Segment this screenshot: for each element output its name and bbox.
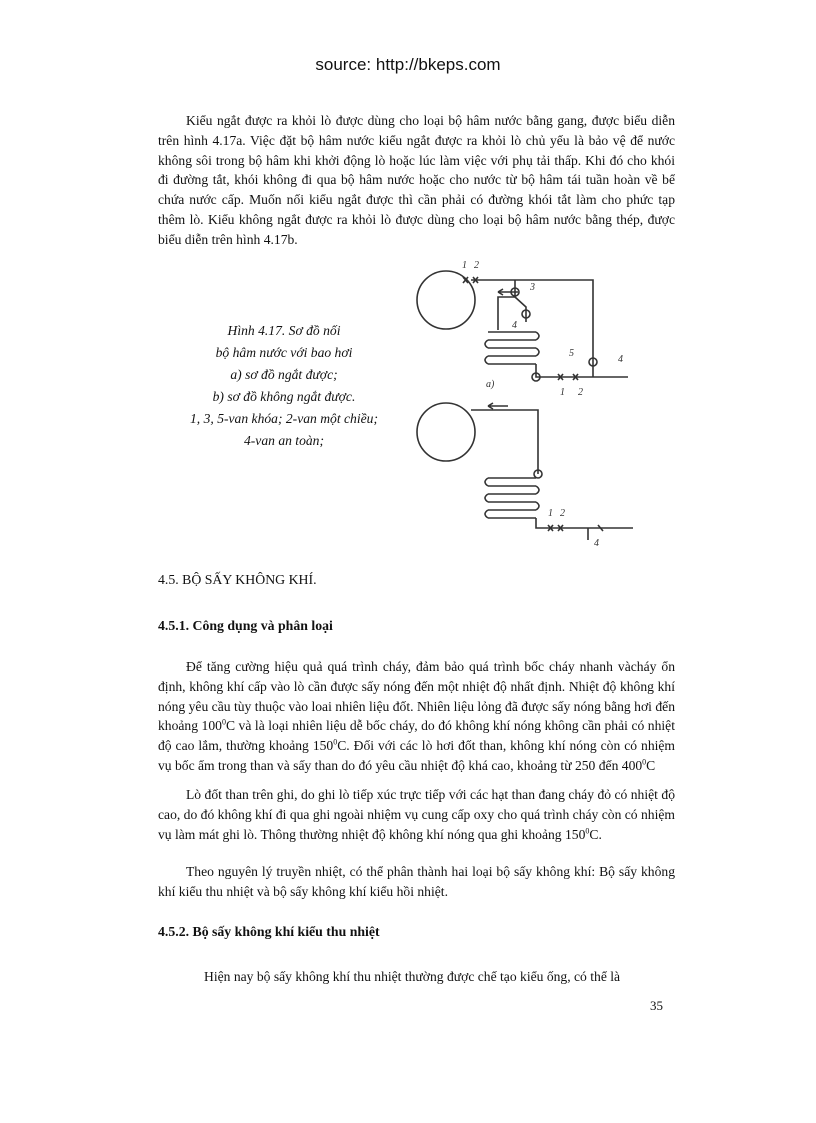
pipe-b-top bbox=[471, 410, 538, 474]
caption-line: a) sơ đồ ngắt được; bbox=[230, 367, 338, 382]
fig-label: 1 bbox=[560, 387, 565, 398]
economizer-coil-b bbox=[488, 478, 536, 518]
boiler-schematic-figure bbox=[408, 252, 640, 547]
fig-label: a) bbox=[486, 379, 495, 390]
paragraph-1: Để tăng cường hiệu quả quá trình cháy, đảm bảo quá trình bốc cháy nhanh vàcháy ổn định, không khí cấp vào lò cần được sấy nóng đến một nhiệt độ nhất định. Nhiệt độ không khí nóng yêu cầu tùy thuộc vào loai nhiên liệu đốt. Nhiên liệu lỏng đã được sấy nóng bằng hơi đến khoảng $100^0C$ và là loại nhiên liệu dễ bốc cháy, do đó không khí nóng không cần phải có nhiệt độ cao lắm, thường khoảng $150^0C$. Đối với các lò hơi đốt than, không khí nóng còn có nhiệm vụ bốc ẩm trong than và sấy than do đó yêu cầu nhiệt độ khá cao, khoảng từ 250 đến $400^0C$ bbox=[158, 659, 675, 773]
section-heading: 4.5. BỘ SẤY KHÔNG KHÍ. bbox=[158, 572, 317, 587]
intro-paragraph: Kiểu ngắt được ra khỏi lò được dùng cho loại bộ hâm nước bằng gang, được biểu diễn trên hình 4.17a. Việc đặt bộ hâm nước kiểu ngắt được ra khỏi lò chủ yếu là bảo vệ để nước không sôi trong bộ hâm khi khởi động lò hoặc lúc làm việc với phụ tải thấp. Khi đó cho khói đi đường tắt, khói không đi qua bộ hâm nước hoặc cho nước từ bộ hâm tái tuần hoàn về bể chứa nước cấp. Muốn nối kiểu ngắt được thì cần phải có đường khói tắt làm cho phức tạp thêm lò. Kiểu không ngắt được ra khỏi lò được dùng cho loại bộ hâm nước bằng thép, được biểu diễn trên hình 4.17b. bbox=[158, 113, 675, 247]
fig-label: 5 bbox=[569, 348, 574, 359]
page-number: 35 bbox=[650, 998, 663, 1013]
caption-line: bộ hâm nước với bao hơi bbox=[215, 345, 353, 360]
paragraph-4: Hiện nay bộ sấy không khí thu nhiệt thường được chế tạo kiểu ống, có thể là bbox=[204, 969, 621, 984]
fig-label: 1 bbox=[462, 260, 467, 271]
fig-label: 3 bbox=[530, 282, 535, 293]
caption-line: b) sơ đồ không ngắt được. bbox=[212, 389, 356, 404]
fig-label: 2 bbox=[474, 260, 479, 271]
subheading-4-5-2: 4.5.2. Bộ sấy không khí kiểu thu nhiệt bbox=[158, 924, 380, 939]
pipe-b-bottom bbox=[536, 518, 633, 528]
drum-b bbox=[417, 403, 475, 461]
fig-label: 2 bbox=[578, 387, 583, 398]
paragraph-2: Lò đốt than trên ghi, do ghi lò tiếp xúc trực tiếp với các hạt than đang cháy đỏ có nhiệt độ cao, do đó không khí đi qua ghi ngoài nhiệm vụ cung cấp oxy cho quá trình cháy còn có nhiệm vụ làm mát ghi lò. Thông thường nhiệt độ không khí nóng qua ghi khoảng $150^0C$. bbox=[158, 787, 675, 842]
caption-line: 4-van an toàn; bbox=[243, 433, 325, 448]
source-header: source: http://bkeps.com bbox=[315, 55, 501, 74]
paragraph-3: Theo nguyên lý truyền nhiệt, có thể phân thành hai loại bộ sấy không khí: Bộ sấy không khí kiểu thu nhiệt và bộ sấy không khí kiểu hồi nhiệt. bbox=[158, 864, 675, 899]
pipe-a-bottom bbox=[536, 364, 628, 377]
fig-label: 4 bbox=[594, 538, 599, 547]
fig-label: 1 bbox=[548, 508, 553, 519]
fig-label: 2 bbox=[560, 508, 565, 519]
coil-bends-b bbox=[485, 478, 539, 518]
economizer-coil-a bbox=[488, 332, 536, 364]
fig-label: 4 bbox=[618, 354, 623, 365]
caption-line: 1, 3, 5-van khóa; 2-van một chiều; bbox=[190, 411, 378, 426]
caption-line: Hình 4.17. Sơ đồ nối bbox=[227, 323, 341, 338]
fig-label: 4 bbox=[512, 320, 517, 331]
flow-arrow-b bbox=[488, 403, 508, 409]
subheading-4-5-1: 4.5.1. Công dụng và phân loại bbox=[158, 618, 333, 633]
figure-caption bbox=[165, 320, 403, 452]
